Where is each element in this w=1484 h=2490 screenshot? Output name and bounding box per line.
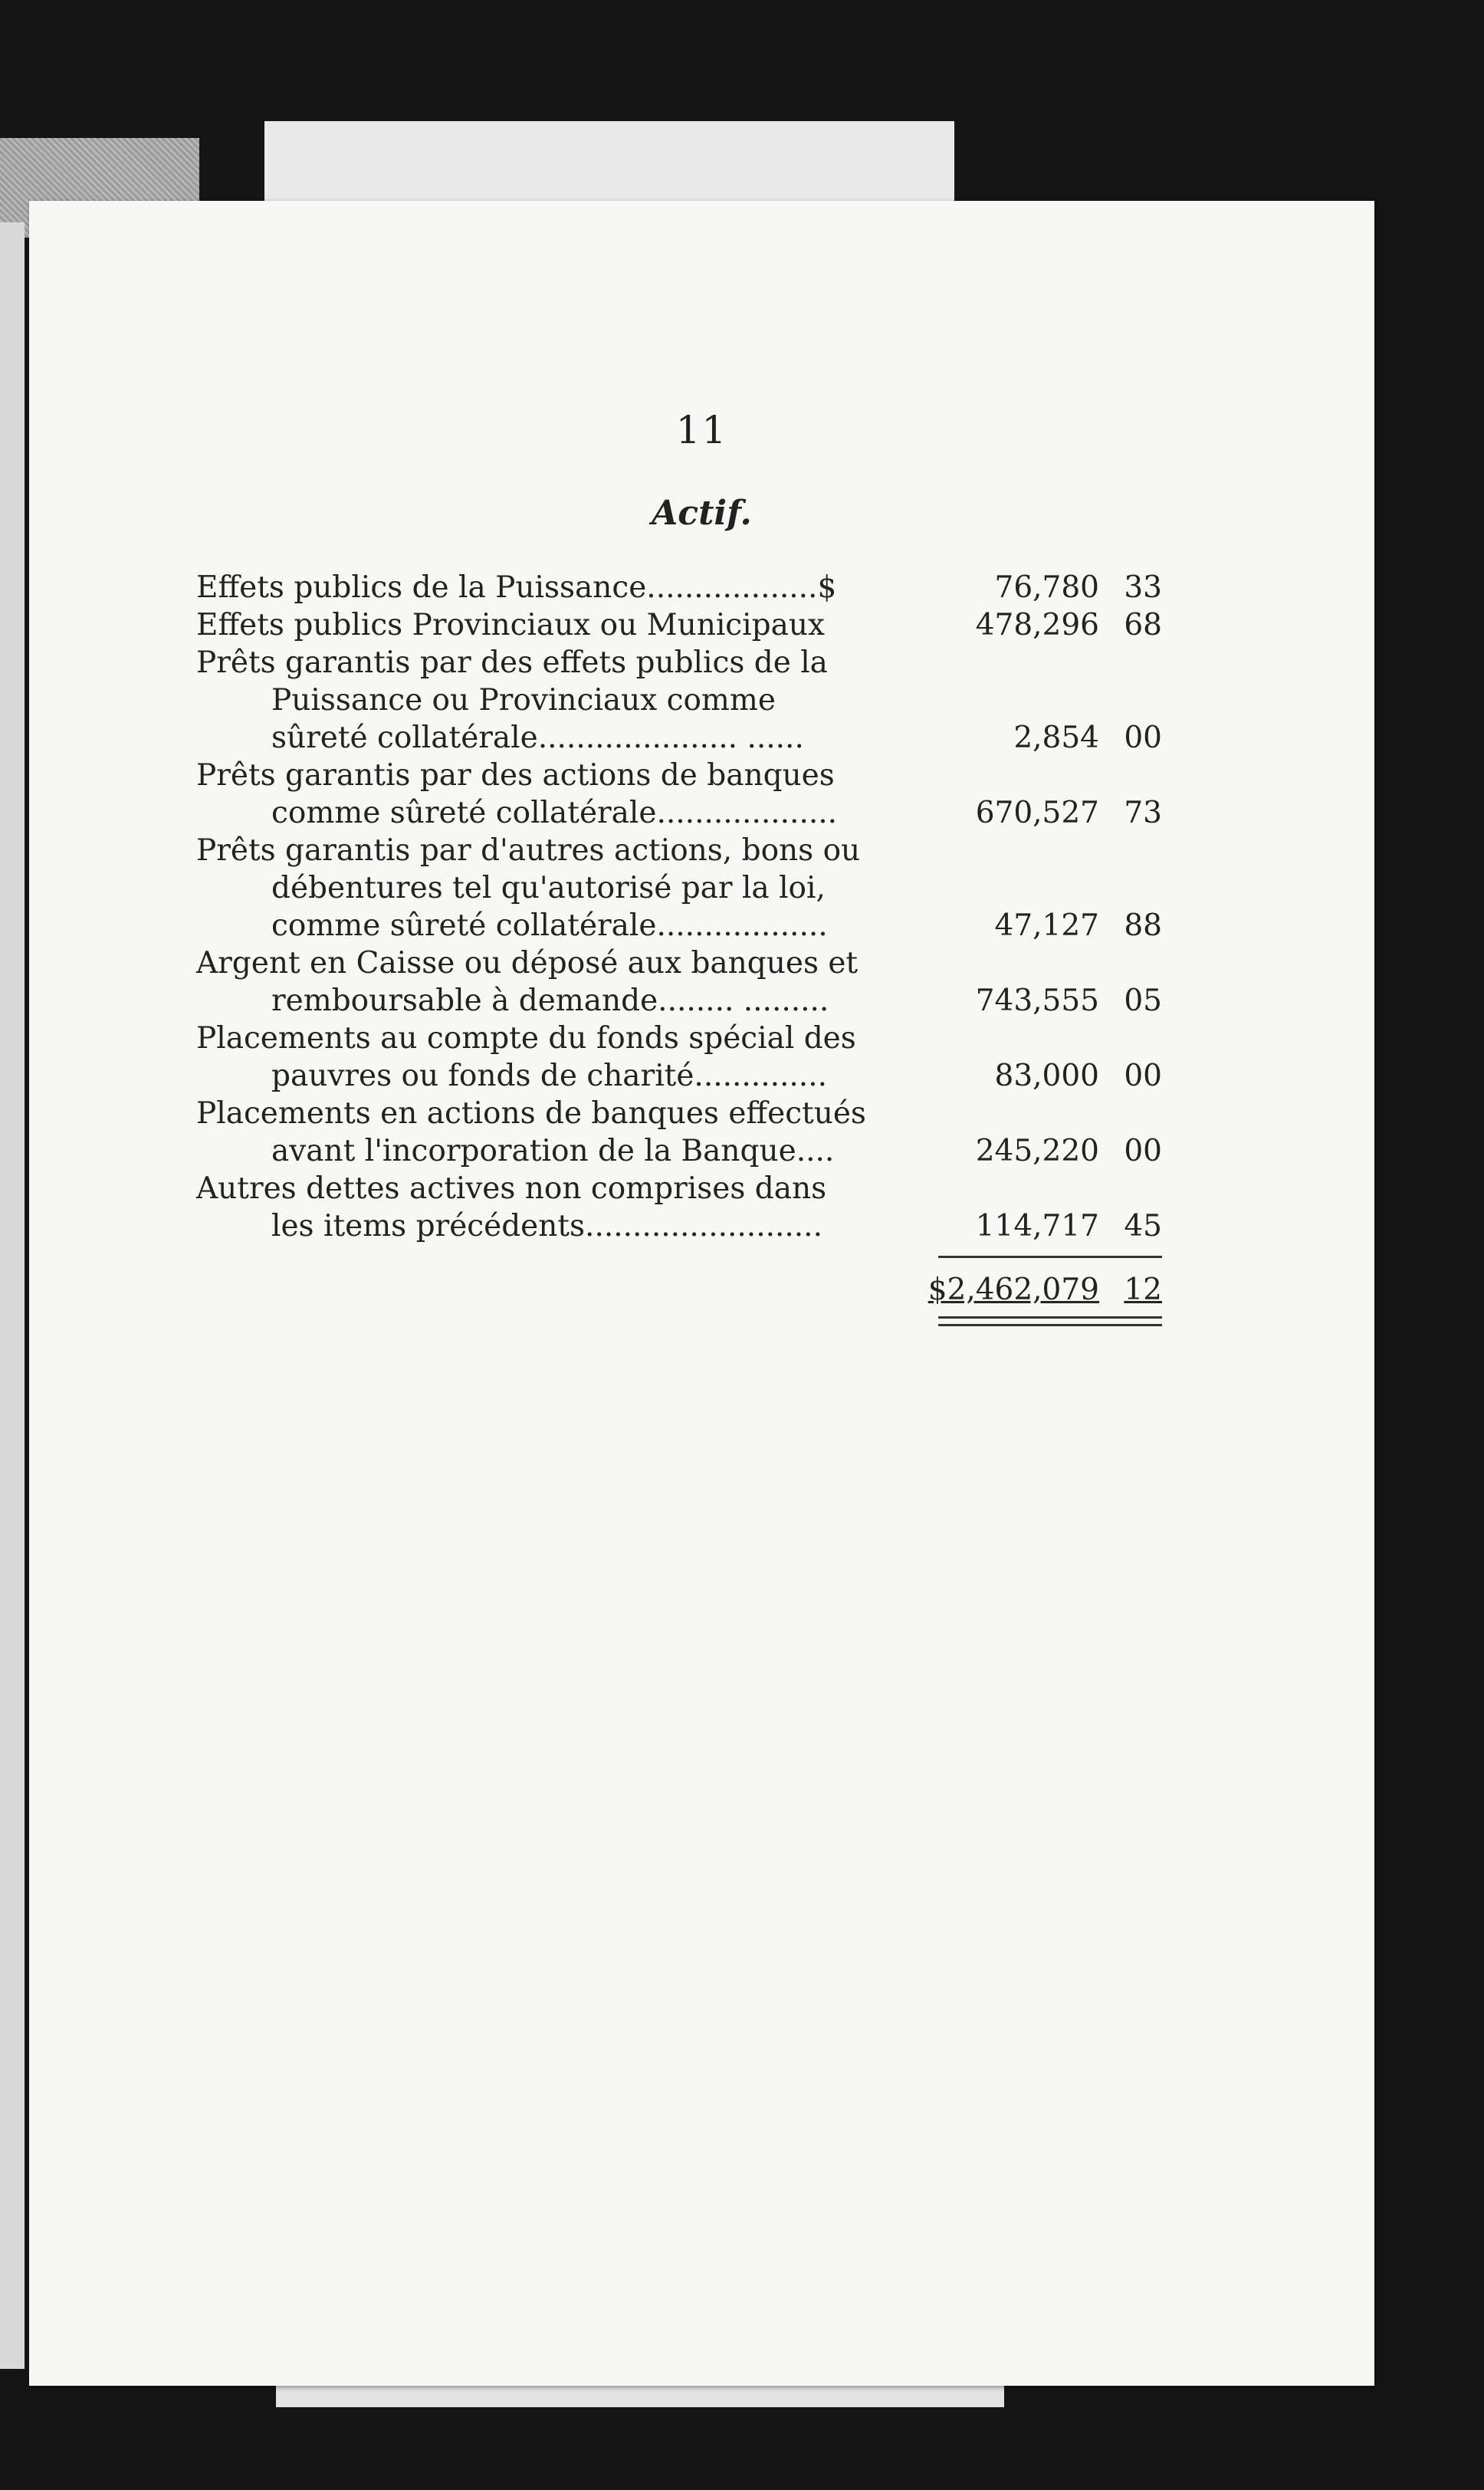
- ledger-line: [196, 832, 1162, 869]
- amount-dollars: 670,527: [975, 796, 1099, 830]
- ledger-line-text: avant l'incorporation de la Banque....: [271, 1134, 835, 1168]
- ledger-line-text: comme sûreté collatérale..................: [271, 908, 828, 943]
- amount-cents: 00: [1124, 1134, 1162, 1168]
- amount-dollars: 245,220: [975, 1134, 1099, 1168]
- ledger-line: [196, 1207, 1162, 1245]
- ledger-line-text: Autres dettes actives non comprises dans: [196, 1171, 827, 1206]
- ledger-line: [196, 944, 1162, 982]
- amount-dollars: 478,296: [975, 608, 1099, 642]
- ledger-entry: [196, 832, 1162, 944]
- section-title: Actif.: [652, 494, 752, 533]
- document-page: [29, 201, 1374, 2386]
- ledger-line-text: Effets publics de la Puissance..................$: [196, 570, 837, 605]
- ledger-line: [196, 606, 1162, 644]
- ledger-entry: [196, 944, 1162, 1020]
- ledger-line-text: Effets publics Provinciaux ou Municipaux: [196, 608, 825, 642]
- amount-dollars: 2,854: [1013, 721, 1099, 755]
- amount-dollars: 743,555: [975, 984, 1099, 1018]
- ledger-line-text: sûreté collatérale..................... ......: [271, 721, 804, 755]
- amount-cents: 73: [1124, 796, 1162, 830]
- ledger-entry: [196, 1170, 1162, 1245]
- ledger-entry: [196, 757, 1162, 832]
- ledger-line: [196, 682, 1162, 719]
- ledger-line: [196, 907, 1162, 944]
- ledger-line-text: Placements au compte du fonds spécial des: [196, 1021, 856, 1056]
- ledger-entry: [196, 644, 1162, 757]
- ledger-line: [196, 757, 1162, 794]
- amount-cents: 45: [1124, 1209, 1162, 1243]
- double-rule: [938, 1324, 1162, 1326]
- ledger-line: [196, 982, 1162, 1020]
- ledger-line-text: comme sûreté collatérale...................: [271, 796, 838, 830]
- ledger-line: [196, 794, 1162, 832]
- amount-cents: 88: [1124, 908, 1162, 943]
- ledger-line-text: Prêts garantis par des actions de banques: [196, 758, 835, 793]
- ledger-line: [196, 1095, 1162, 1132]
- ledger-line-text: Placements en actions de banques effectués: [196, 1096, 866, 1131]
- amount-dollars: 83,000: [994, 1059, 1099, 1093]
- amount-cents: 00: [1124, 721, 1162, 755]
- total-line: [196, 1271, 1162, 1309]
- ledger-line: [196, 569, 1162, 606]
- left-page-edge: [0, 222, 25, 2369]
- ledger-entry: [196, 569, 1162, 606]
- ledger-line: [196, 869, 1162, 907]
- amount-cents: 33: [1124, 570, 1162, 605]
- total-rule: [938, 1256, 1162, 1258]
- ledger-line-text: pauvres ou fonds de charité..............: [271, 1059, 827, 1093]
- amount-cents: 05: [1124, 984, 1162, 1018]
- total-cents: 12: [1124, 1273, 1162, 1307]
- amount-cents: 68: [1124, 608, 1162, 642]
- amount-dollars: 47,127: [994, 908, 1099, 943]
- amount-dollars: 76,780: [994, 570, 1099, 605]
- ledger-line-text: Puissance ou Provinciaux comme: [271, 683, 776, 718]
- ledger-line: [196, 1170, 1162, 1207]
- amount-cents: 00: [1124, 1059, 1162, 1093]
- asset-ledger: [196, 569, 1162, 1332]
- ledger-line-text: Prêts garantis par d'autres actions, bons ou: [196, 833, 861, 868]
- ledger-line: [196, 1132, 1162, 1170]
- ledger-line: [196, 719, 1162, 757]
- ledger-entry: [196, 606, 1162, 644]
- ledger-entry: [196, 1020, 1162, 1095]
- ledger-line-text: les items précédents.........................: [271, 1209, 822, 1243]
- ledger-line: [196, 1057, 1162, 1095]
- page-number: 11: [675, 408, 728, 452]
- double-rule: [938, 1316, 1162, 1319]
- ledger-line-text: débentures tel qu'autorisé par la loi,: [271, 871, 826, 905]
- ledger-line-text: Argent en Caisse ou déposé aux banques et: [196, 946, 859, 981]
- total-dollars: $2,462,079: [927, 1273, 1099, 1307]
- ledger-line-text: remboursable à demande........ .........: [271, 984, 829, 1018]
- amount-dollars: 114,717: [975, 1209, 1099, 1243]
- ledger-line-text: Prêts garantis par des effets publics de la: [196, 645, 828, 680]
- ledger-entry: [196, 1095, 1162, 1170]
- ledger-line: [196, 1020, 1162, 1057]
- ledger-line: [196, 644, 1162, 682]
